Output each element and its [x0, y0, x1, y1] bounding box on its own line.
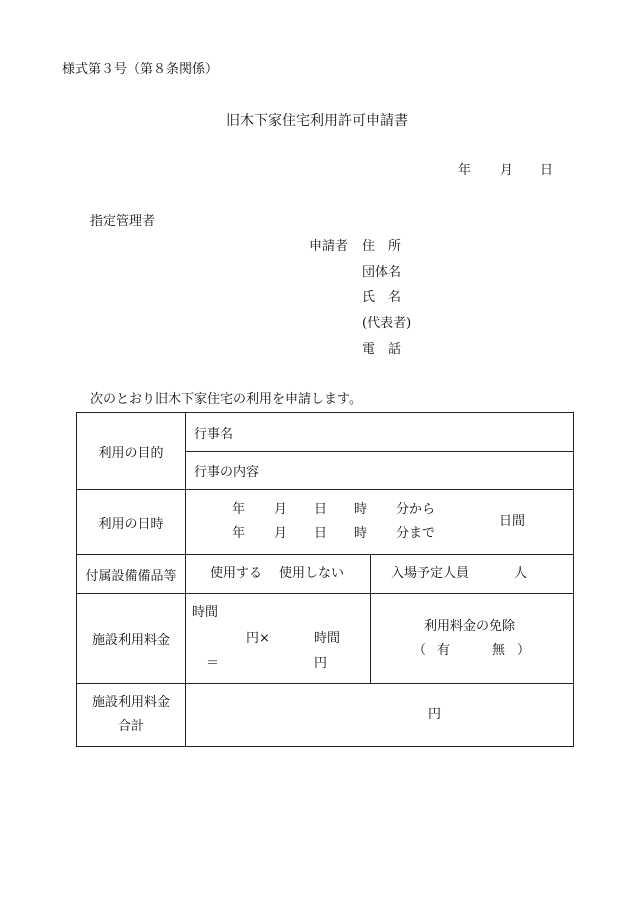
use-option[interactable]: 使用する [210, 566, 263, 581]
applicant-name-label: 氏 名 [362, 290, 402, 305]
application-table [76, 412, 574, 747]
applicant-phone-label: 電 話 [362, 342, 402, 357]
date-year-label: 年 [458, 163, 472, 178]
table-row [77, 555, 574, 594]
form-number: 様式第３号（第８条関係） [62, 62, 219, 77]
start-hour-label: 時 [354, 502, 368, 517]
start-day-label: 日 [314, 502, 328, 517]
event-content-field[interactable]: 行事の内容 [186, 452, 574, 490]
end-minute-label: 分まで [396, 526, 436, 541]
applicant-address-label: 住 所 [362, 239, 402, 254]
total-field[interactable] [186, 684, 574, 747]
people-unit-label: 人 [514, 566, 528, 581]
addressee: 指定管理者 [90, 214, 156, 229]
table-row [77, 413, 574, 452]
table-row [77, 490, 574, 555]
page-title: 旧木下家住宅利用許可申請書 [226, 113, 408, 129]
start-minute-label: 分から [396, 502, 436, 517]
fee-calculation-field[interactable] [186, 594, 371, 684]
datetime-label: 利用の日時 [77, 490, 186, 555]
fee-yen-label: 円 [314, 656, 328, 671]
fee-equals-sign: ＝ [206, 656, 220, 671]
fee-hours-label: 時間 [192, 605, 219, 620]
start-month-label: 月 [274, 502, 288, 517]
total-label-line1: 施設利用料金 [91, 695, 170, 710]
days-label: 日間 [499, 514, 526, 529]
date-month-label: 月 [500, 163, 514, 178]
end-day-label: 日 [314, 526, 328, 541]
applicant-label: 申請者 [309, 239, 349, 254]
total-yen-label: 円 [428, 707, 442, 722]
fee-hours-unit-label: 時間 [314, 631, 341, 646]
expected-people-label: 入場予定人員 [391, 566, 470, 581]
applicant-representative-label: (代表者) [362, 316, 412, 331]
end-year-label: 年 [232, 526, 246, 541]
intro-statement: 次のとおり旧木下家住宅の利用を申請します。 [90, 392, 362, 407]
fee-exemption-field[interactable] [371, 594, 574, 684]
table-row [77, 684, 574, 747]
event-name-field[interactable]: 行事名 [186, 413, 574, 452]
date-day-label: 日 [540, 163, 554, 178]
equipment-label: 付属設備備品等 [77, 555, 186, 594]
applicant-group-label: 団体名 [362, 265, 402, 280]
fee-label: 施設利用料金 [77, 594, 186, 684]
fee-yen-times-label: 円× [246, 631, 270, 646]
end-month-label: 月 [274, 526, 288, 541]
not-use-option[interactable]: 使用しない [279, 566, 345, 581]
exemption-close-paren: ） [517, 643, 531, 658]
expected-people-field[interactable] [371, 555, 574, 594]
start-year-label: 年 [232, 502, 246, 517]
datetime-field[interactable] [186, 490, 574, 555]
exemption-open-paren: （ [413, 643, 427, 658]
end-hour-label: 時 [354, 526, 368, 541]
total-label-line2: 合計 [117, 719, 144, 734]
exemption-yes-option[interactable]: 有 [437, 643, 451, 658]
table-row [77, 594, 574, 684]
total-label [77, 684, 186, 747]
purpose-label: 利用の目的 [77, 413, 186, 490]
exemption-no-option[interactable]: 無 [492, 643, 506, 658]
exemption-label: 利用料金の免除 [424, 619, 516, 634]
equipment-use-field [186, 555, 371, 594]
